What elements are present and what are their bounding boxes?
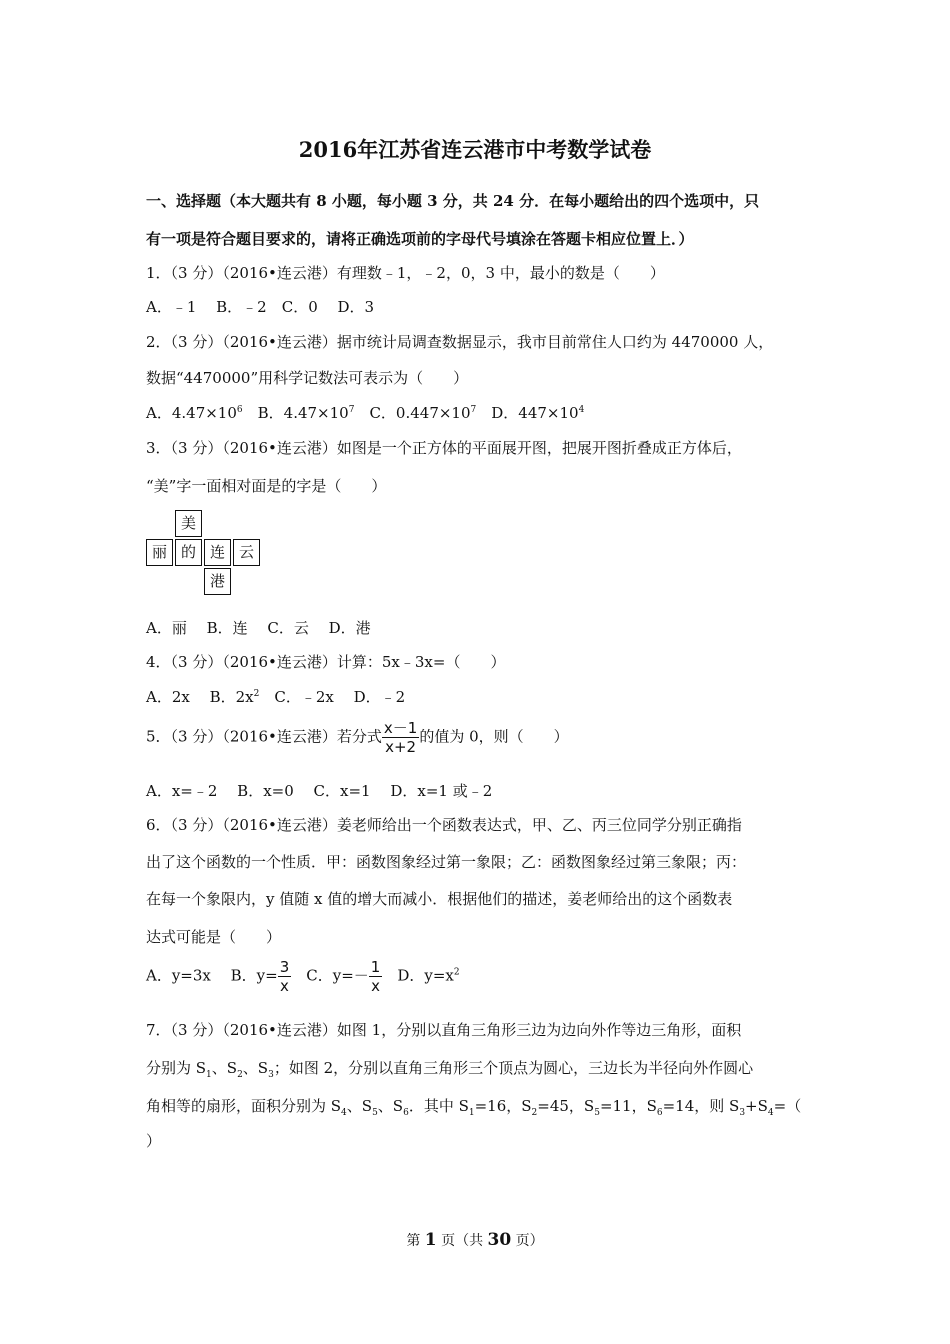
page-footer: 第 1 页（共 30 页）	[406, 1230, 544, 1250]
total-page-count: 30	[487, 1230, 512, 1250]
q7-stem-1: 7．（3 分）（2016•连云港）如图 1，分别以直角三角形三边为边向外作等边三角形，面积	[146, 1021, 742, 1039]
q4-options: A．2x B．$2x^2$ C．﹣2x D．﹣2	[146, 688, 406, 706]
q1-options: A．﹣1 B．﹣2 C．0 D．3	[146, 298, 375, 316]
q3-stem-1: 3．（3 分）（2016•连云港）如图是一个正方体的平面展开图，把展开图折叠成正方体后，	[146, 439, 742, 457]
q2-options: A．$4.47\times 10^6$ B．$4.47\times 10^7$ C．$0.447\times 10^7$ D．$447\times 10^4$	[146, 404, 585, 422]
q6-stem-4: 达式可能是（ ）	[146, 928, 282, 946]
q6-stem-1: 6．（3 分）（2016•连云港）姜老师给出一个函数表达式，甲、乙、丙三位同学分别正确指	[146, 816, 742, 834]
cube-cell-li: 丽	[146, 539, 173, 566]
q5-stem: 5．（3 分）（2016•连云港）若分式 $\frac{x-1}{x+2}$ 的值为 0，则（ ）	[146, 719, 569, 756]
section-heading-line2: 有一项是符合题目要求的，请将正确选项前的字母代号填涂在答题卡相应位置上．）	[146, 230, 694, 248]
page-title: 2016年江苏省连云港市中考数学试卷	[298, 137, 652, 162]
q2-stem-2: 数据“4470000”用科学记数法可表示为（ ）	[146, 369, 469, 387]
cube-cell-gang: 港	[204, 568, 231, 595]
cube-net-figure	[146, 509, 266, 599]
cube-cell-mei: 美	[175, 510, 202, 537]
q6-fraction-b: $\frac{3}{x}$	[279, 958, 290, 995]
q7-stem-2: 分别为 $S_1$、$S_2$、$S_3$；如图 2，分别以直角三角形三个顶点为圆心，三边长为半径向外作圆心	[146, 1059, 754, 1080]
q3-options: A．丽 B．连 C．云 D．港	[146, 619, 371, 637]
current-page-number: 1	[424, 1230, 437, 1250]
q1-stem: 1．（3 分）（2016•连云港）有理数﹣1，﹣2，0，3 中，最小的数是（ ）	[146, 264, 665, 282]
q6-fraction-c: $\frac{1}{x}$	[370, 958, 381, 995]
q6-options: A．y=3x B．y= $\frac{3}{x}$ C．y=－ $\frac{1}{x}$ D．$y=x^2$	[146, 958, 460, 995]
cube-cell-lian: 连	[204, 539, 231, 566]
q3-stem-2: “美”字一面相对面是的字是（ ）	[146, 477, 387, 495]
q7-stem-3: 角相等的扇形，面积分别为 $S_4$、$S_5$、$S_6$．其中 $S_1=16$，$S_2=45$，$S_5=11$，$S_6=14$，则 $S_3+S_4=$（	[146, 1097, 802, 1118]
cube-cell-de: 的	[175, 539, 202, 566]
q7-stem-4: ）	[146, 1132, 162, 1150]
section-heading-line1: 一、选择题（本大题共有 8 小题，每小题 3 分，共 24 分．在每小题给出的四个选项中，只	[146, 192, 760, 210]
q2-stem-1: 2．（3 分）（2016•连云港）据市统计局调查数据显示，我市目前常住人口约为 4470000 人，	[146, 333, 774, 351]
q6-stem-3: 在每一个象限内，y 值随 x 值的增大而减小．根据他们的描述，姜老师给出的这个函数表	[146, 890, 733, 908]
q6-stem-2: 出了这个函数的一个性质．甲：函数图象经过第一象限；乙：函数图象经过第三象限；丙：	[146, 853, 747, 871]
q5-options: A．x=﹣2 B．x=0 C．x=1 D．x=1 或﹣2	[146, 782, 493, 800]
q5-fraction: $\frac{x-1}{x+2}$	[383, 719, 418, 756]
q4-stem: 4．（3 分）（2016•连云港）计算：5x﹣3x=（ ）	[146, 653, 506, 671]
cube-cell-yun: 云	[233, 539, 260, 566]
